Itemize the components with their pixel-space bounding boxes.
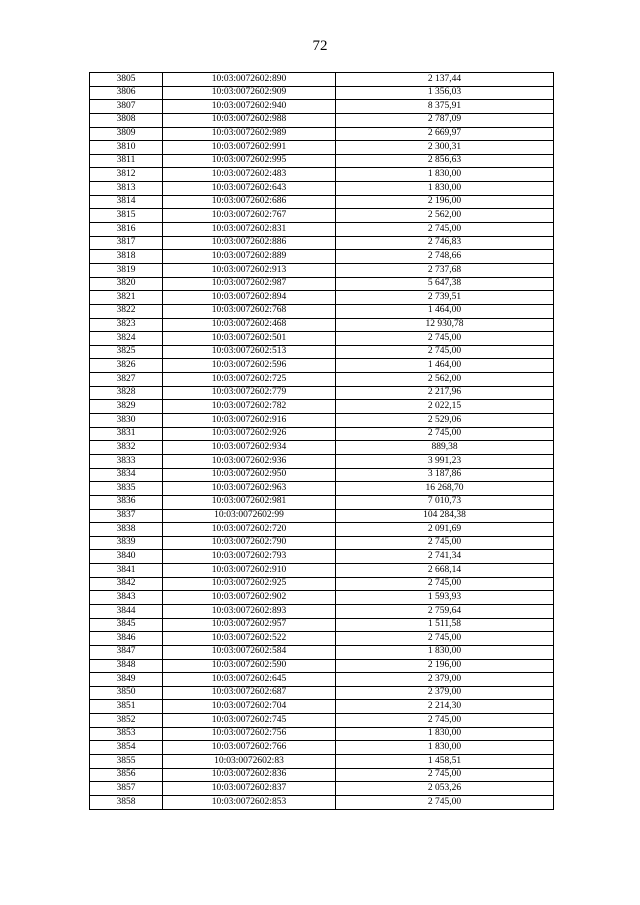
table-row (90, 414, 554, 428)
cadastral-number-cell: 10:03:0072602:596 (163, 359, 336, 373)
table-row (90, 645, 554, 659)
value-cell: 2 745,00 (336, 332, 554, 346)
cadastral-number-cell: 10:03:0072602:981 (163, 495, 336, 509)
cadastral-number-cell: 10:03:0072602:831 (163, 223, 336, 237)
table-row (90, 482, 554, 496)
cadastral-number-cell: 10:03:0072602:925 (163, 577, 336, 591)
table-row (90, 427, 554, 441)
value-cell: 1 830,00 (336, 168, 554, 182)
table-row (90, 209, 554, 223)
cadastral-number-cell: 10:03:0072602:83 (163, 755, 336, 769)
cadastral-number-cell: 10:03:0072602:756 (163, 727, 336, 741)
value-cell: 2 669,97 (336, 127, 554, 141)
value-cell: 2 746,83 (336, 236, 554, 250)
row-number-cell: 3812 (90, 168, 163, 182)
table-row (90, 73, 554, 87)
row-number-cell: 3836 (90, 495, 163, 509)
value-cell: 1 830,00 (336, 741, 554, 755)
cadastral-number-cell: 10:03:0072602:853 (163, 795, 336, 809)
row-number-cell: 3805 (90, 73, 163, 87)
row-number-cell: 3808 (90, 113, 163, 127)
cadastral-number-cell: 10:03:0072602:889 (163, 250, 336, 264)
cadastral-number-cell: 10:03:0072602:643 (163, 182, 336, 196)
cadastral-number-cell: 10:03:0072602:837 (163, 782, 336, 796)
value-cell: 8 375,91 (336, 100, 554, 114)
value-cell: 1 511,58 (336, 618, 554, 632)
cadastral-number-cell: 10:03:0072602:910 (163, 564, 336, 578)
row-number-cell: 3821 (90, 291, 163, 305)
row-number-cell: 3856 (90, 768, 163, 782)
cadastral-number-cell: 10:03:0072602:988 (163, 113, 336, 127)
value-cell: 2 787,09 (336, 113, 554, 127)
row-number-cell: 3811 (90, 154, 163, 168)
cadastral-number-cell: 10:03:0072602:987 (163, 277, 336, 291)
value-cell: 2 739,51 (336, 291, 554, 305)
cadastral-table (89, 72, 554, 810)
cadastral-number-cell: 10:03:0072602:916 (163, 414, 336, 428)
row-number-cell: 3831 (90, 427, 163, 441)
row-number-cell: 3825 (90, 345, 163, 359)
row-number-cell: 3807 (90, 100, 163, 114)
cadastral-number-cell: 10:03:0072602:513 (163, 345, 336, 359)
row-number-cell: 3835 (90, 482, 163, 496)
row-number-cell: 3815 (90, 209, 163, 223)
cadastral-number-cell: 10:03:0072602:995 (163, 154, 336, 168)
table-row (90, 345, 554, 359)
row-number-cell: 3838 (90, 523, 163, 537)
value-cell: 2 562,00 (336, 209, 554, 223)
cadastral-number-cell: 10:03:0072602:940 (163, 100, 336, 114)
row-number-cell: 3816 (90, 223, 163, 237)
cadastral-number-cell: 10:03:0072602:934 (163, 441, 336, 455)
row-number-cell: 3840 (90, 550, 163, 564)
table-row (90, 236, 554, 250)
value-cell: 2 379,00 (336, 673, 554, 687)
value-cell: 2 668,14 (336, 564, 554, 578)
table-row (90, 332, 554, 346)
cadastral-number-cell: 10:03:0072602:686 (163, 195, 336, 209)
cadastral-number-cell: 10:03:0072602:790 (163, 536, 336, 550)
row-number-cell: 3826 (90, 359, 163, 373)
table-row (90, 768, 554, 782)
table-row (90, 755, 554, 769)
value-cell: 889,38 (336, 441, 554, 455)
cadastral-number-cell: 10:03:0072602:836 (163, 768, 336, 782)
table-row (90, 154, 554, 168)
table-row (90, 318, 554, 332)
table-row (90, 127, 554, 141)
table-row (90, 263, 554, 277)
row-number-cell: 3824 (90, 332, 163, 346)
cadastral-number-cell: 10:03:0072602:768 (163, 304, 336, 318)
table-body (90, 73, 554, 810)
table-row (90, 141, 554, 155)
table-row (90, 727, 554, 741)
cadastral-number-cell: 10:03:0072602:926 (163, 427, 336, 441)
table-row (90, 359, 554, 373)
cadastral-number-cell: 10:03:0072602:779 (163, 386, 336, 400)
table-row (90, 250, 554, 264)
table-row (90, 782, 554, 796)
value-cell: 104 284,38 (336, 509, 554, 523)
cadastral-number-cell: 10:03:0072602:584 (163, 645, 336, 659)
row-number-cell: 3850 (90, 686, 163, 700)
value-cell: 2 562,00 (336, 373, 554, 387)
table-row (90, 100, 554, 114)
row-number-cell: 3844 (90, 604, 163, 618)
table-row (90, 741, 554, 755)
table-row (90, 591, 554, 605)
cadastral-number-cell: 10:03:0072602:894 (163, 291, 336, 305)
value-cell: 2 022,15 (336, 400, 554, 414)
value-cell: 1 830,00 (336, 182, 554, 196)
table-row (90, 195, 554, 209)
table-row (90, 632, 554, 646)
row-number-cell: 3855 (90, 755, 163, 769)
value-cell: 12 930,78 (336, 318, 554, 332)
cadastral-number-cell: 10:03:0072602:590 (163, 659, 336, 673)
row-number-cell: 3845 (90, 618, 163, 632)
cadastral-number-cell: 10:03:0072602:963 (163, 482, 336, 496)
cadastral-number-cell: 10:03:0072602:687 (163, 686, 336, 700)
value-cell: 1 458,51 (336, 755, 554, 769)
cadastral-number-cell: 10:03:0072602:720 (163, 523, 336, 537)
value-cell: 2 748,66 (336, 250, 554, 264)
value-cell: 5 647,38 (336, 277, 554, 291)
row-number-cell: 3843 (90, 591, 163, 605)
row-number-cell: 3810 (90, 141, 163, 155)
cadastral-number-cell: 10:03:0072602:909 (163, 86, 336, 100)
table-row (90, 277, 554, 291)
cadastral-number-cell: 10:03:0072602:522 (163, 632, 336, 646)
cadastral-number-cell: 10:03:0072602:902 (163, 591, 336, 605)
page-number: 72 (312, 38, 328, 54)
value-cell: 2 745,00 (336, 427, 554, 441)
value-cell: 1 464,00 (336, 304, 554, 318)
row-number-cell: 3849 (90, 673, 163, 687)
row-number-cell: 3813 (90, 182, 163, 196)
table-row (90, 373, 554, 387)
row-number-cell: 3832 (90, 441, 163, 455)
cadastral-number-cell: 10:03:0072602:501 (163, 332, 336, 346)
value-cell: 1 830,00 (336, 727, 554, 741)
row-number-cell: 3828 (90, 386, 163, 400)
row-number-cell: 3834 (90, 468, 163, 482)
value-cell: 2 745,00 (336, 714, 554, 728)
value-cell: 1 464,00 (336, 359, 554, 373)
table-row (90, 441, 554, 455)
row-number-cell: 3851 (90, 700, 163, 714)
value-cell: 2 196,00 (336, 195, 554, 209)
table-row (90, 673, 554, 687)
value-cell: 2 745,00 (336, 768, 554, 782)
cadastral-number-cell: 10:03:0072602:645 (163, 673, 336, 687)
table-row (90, 714, 554, 728)
row-number-cell: 3854 (90, 741, 163, 755)
cadastral-number-cell: 10:03:0072602:793 (163, 550, 336, 564)
row-number-cell: 3823 (90, 318, 163, 332)
value-cell: 2 856,63 (336, 154, 554, 168)
value-cell: 1 593,93 (336, 591, 554, 605)
value-cell: 2 217,96 (336, 386, 554, 400)
row-number-cell: 3814 (90, 195, 163, 209)
table-row (90, 304, 554, 318)
row-number-cell: 3837 (90, 509, 163, 523)
cadastral-number-cell: 10:03:0072602:890 (163, 73, 336, 87)
row-number-cell: 3846 (90, 632, 163, 646)
value-cell: 2 737,68 (336, 263, 554, 277)
cadastral-number-cell: 10:03:0072602:745 (163, 714, 336, 728)
table-row (90, 468, 554, 482)
row-number-cell: 3829 (90, 400, 163, 414)
table-row (90, 509, 554, 523)
table-row (90, 523, 554, 537)
value-cell: 2 745,00 (336, 795, 554, 809)
table-row (90, 386, 554, 400)
cadastral-number-cell: 10:03:0072602:950 (163, 468, 336, 482)
cadastral-number-cell: 10:03:0072602:782 (163, 400, 336, 414)
table-row (90, 291, 554, 305)
row-number-cell: 3847 (90, 645, 163, 659)
value-cell: 2 741,34 (336, 550, 554, 564)
table-row (90, 550, 554, 564)
cadastral-number-cell: 10:03:0072602:936 (163, 454, 336, 468)
cadastral-number-cell: 10:03:0072602:913 (163, 263, 336, 277)
value-cell: 2 529,06 (336, 414, 554, 428)
cadastral-number-cell: 10:03:0072602:989 (163, 127, 336, 141)
table-row (90, 686, 554, 700)
row-number-cell: 3809 (90, 127, 163, 141)
table-row (90, 113, 554, 127)
value-cell: 2 300,31 (336, 141, 554, 155)
value-cell: 2 091,69 (336, 523, 554, 537)
row-number-cell: 3833 (90, 454, 163, 468)
table-row (90, 536, 554, 550)
cadastral-number-cell: 10:03:0072602:99 (163, 509, 336, 523)
table-row (90, 86, 554, 100)
table-row (90, 604, 554, 618)
value-cell: 1 830,00 (336, 645, 554, 659)
row-number-cell: 3857 (90, 782, 163, 796)
value-cell: 16 268,70 (336, 482, 554, 496)
cadastral-number-cell: 10:03:0072602:767 (163, 209, 336, 223)
table-row (90, 659, 554, 673)
table-row (90, 495, 554, 509)
row-number-cell: 3806 (90, 86, 163, 100)
cadastral-number-cell: 10:03:0072602:725 (163, 373, 336, 387)
row-number-cell: 3852 (90, 714, 163, 728)
row-number-cell: 3830 (90, 414, 163, 428)
cadastral-number-cell: 10:03:0072602:468 (163, 318, 336, 332)
value-cell: 2 053,26 (336, 782, 554, 796)
value-cell: 2 745,00 (336, 577, 554, 591)
cadastral-number-cell: 10:03:0072602:483 (163, 168, 336, 182)
value-cell: 2 759,64 (336, 604, 554, 618)
value-cell: 2 214,30 (336, 700, 554, 714)
value-cell: 2 379,00 (336, 686, 554, 700)
table-row (90, 454, 554, 468)
cadastral-number-cell: 10:03:0072602:886 (163, 236, 336, 250)
row-number-cell: 3822 (90, 304, 163, 318)
table-row (90, 182, 554, 196)
row-number-cell: 3848 (90, 659, 163, 673)
row-number-cell: 3820 (90, 277, 163, 291)
value-cell: 1 356,03 (336, 86, 554, 100)
value-cell: 3 991,23 (336, 454, 554, 468)
table-row (90, 700, 554, 714)
table-row (90, 577, 554, 591)
cadastral-number-cell: 10:03:0072602:704 (163, 700, 336, 714)
cadastral-number-cell: 10:03:0072602:991 (163, 141, 336, 155)
table-row (90, 564, 554, 578)
value-cell: 2 745,00 (336, 223, 554, 237)
value-cell: 3 187,86 (336, 468, 554, 482)
row-number-cell: 3841 (90, 564, 163, 578)
value-cell: 2 137,44 (336, 73, 554, 87)
value-cell: 2 196,00 (336, 659, 554, 673)
row-number-cell: 3839 (90, 536, 163, 550)
value-cell: 7 010,73 (336, 495, 554, 509)
value-cell: 2 745,00 (336, 536, 554, 550)
table-row (90, 618, 554, 632)
row-number-cell: 3817 (90, 236, 163, 250)
table-row (90, 168, 554, 182)
table-row (90, 400, 554, 414)
cadastral-number-cell: 10:03:0072602:893 (163, 604, 336, 618)
row-number-cell: 3818 (90, 250, 163, 264)
cadastral-number-cell: 10:03:0072602:957 (163, 618, 336, 632)
row-number-cell: 3819 (90, 263, 163, 277)
table-row (90, 795, 554, 809)
table-row (90, 223, 554, 237)
row-number-cell: 3858 (90, 795, 163, 809)
row-number-cell: 3853 (90, 727, 163, 741)
value-cell: 2 745,00 (336, 345, 554, 359)
row-number-cell: 3827 (90, 373, 163, 387)
row-number-cell: 3842 (90, 577, 163, 591)
cadastral-number-cell: 10:03:0072602:766 (163, 741, 336, 755)
value-cell: 2 745,00 (336, 632, 554, 646)
